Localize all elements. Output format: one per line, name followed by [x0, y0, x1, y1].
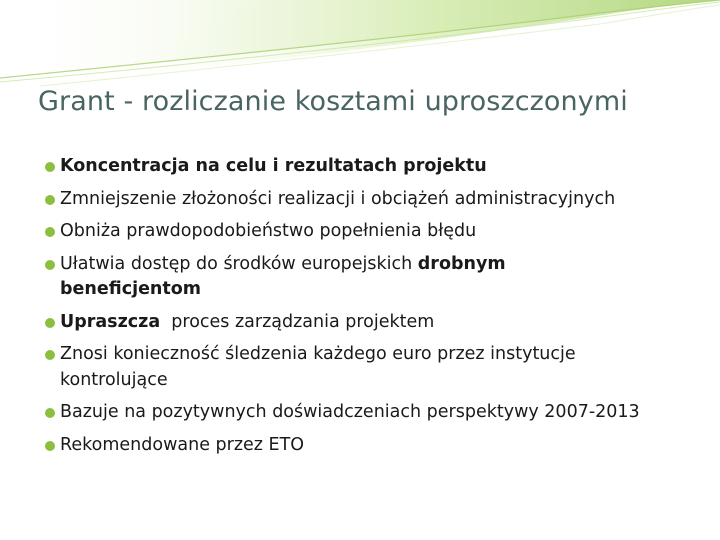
bullet-text: Bazuje na pozytywnych doświadczeniach perspektywy 2007-2013	[60, 402, 640, 422]
bullet-text: Znosi konieczność śledzenia każdego euro przez instytucje	[60, 344, 576, 364]
bullet-dot-icon	[45, 227, 55, 237]
bullet-dot-icon	[45, 408, 55, 418]
bullet-list	[45, 154, 710, 465]
bullet-dot-icon	[45, 260, 55, 270]
slide-title: Grant - rozliczanie kosztami uproszczonymi	[38, 86, 628, 117]
bullet-item	[45, 400, 710, 426]
bullet-item	[45, 219, 710, 245]
bullet-item	[45, 154, 710, 180]
bullet-text: drobnym	[417, 253, 506, 274]
bullet-text: Ułatwia dostęp do środków europejskich	[60, 253, 418, 274]
bullet-item	[45, 433, 710, 459]
bullet-dot-icon	[45, 350, 55, 360]
bullet-text: Obniża prawdopodobieństwo popełnienia błędu	[60, 221, 477, 241]
bullet-dot-icon	[45, 195, 55, 205]
bullet-text: proces zarządzania projektem	[160, 311, 435, 332]
bullet-item	[45, 342, 710, 393]
bullet-dot-icon	[45, 318, 55, 328]
bullet-item	[45, 187, 710, 213]
bullet-text: Rekomendowane przez ETO	[60, 434, 305, 455]
bullet-text-continuation: beneficjentom	[60, 279, 202, 299]
bullet-text-continuation: kontrolujące	[60, 369, 168, 390]
header-wave-decoration	[0, 0, 720, 90]
bullet-text: Upraszcza	[60, 311, 161, 332]
bullet-dot-icon	[45, 441, 55, 451]
bullet-dot-icon	[45, 162, 55, 172]
bullet-item	[45, 310, 710, 336]
bullet-text: Zmniejszenie złożoności realizacji i obciążeń administracyjnych	[60, 188, 616, 209]
bullet-item	[45, 252, 710, 303]
bullet-text: Koncentracja na celu i rezultatach projektu	[60, 156, 487, 176]
